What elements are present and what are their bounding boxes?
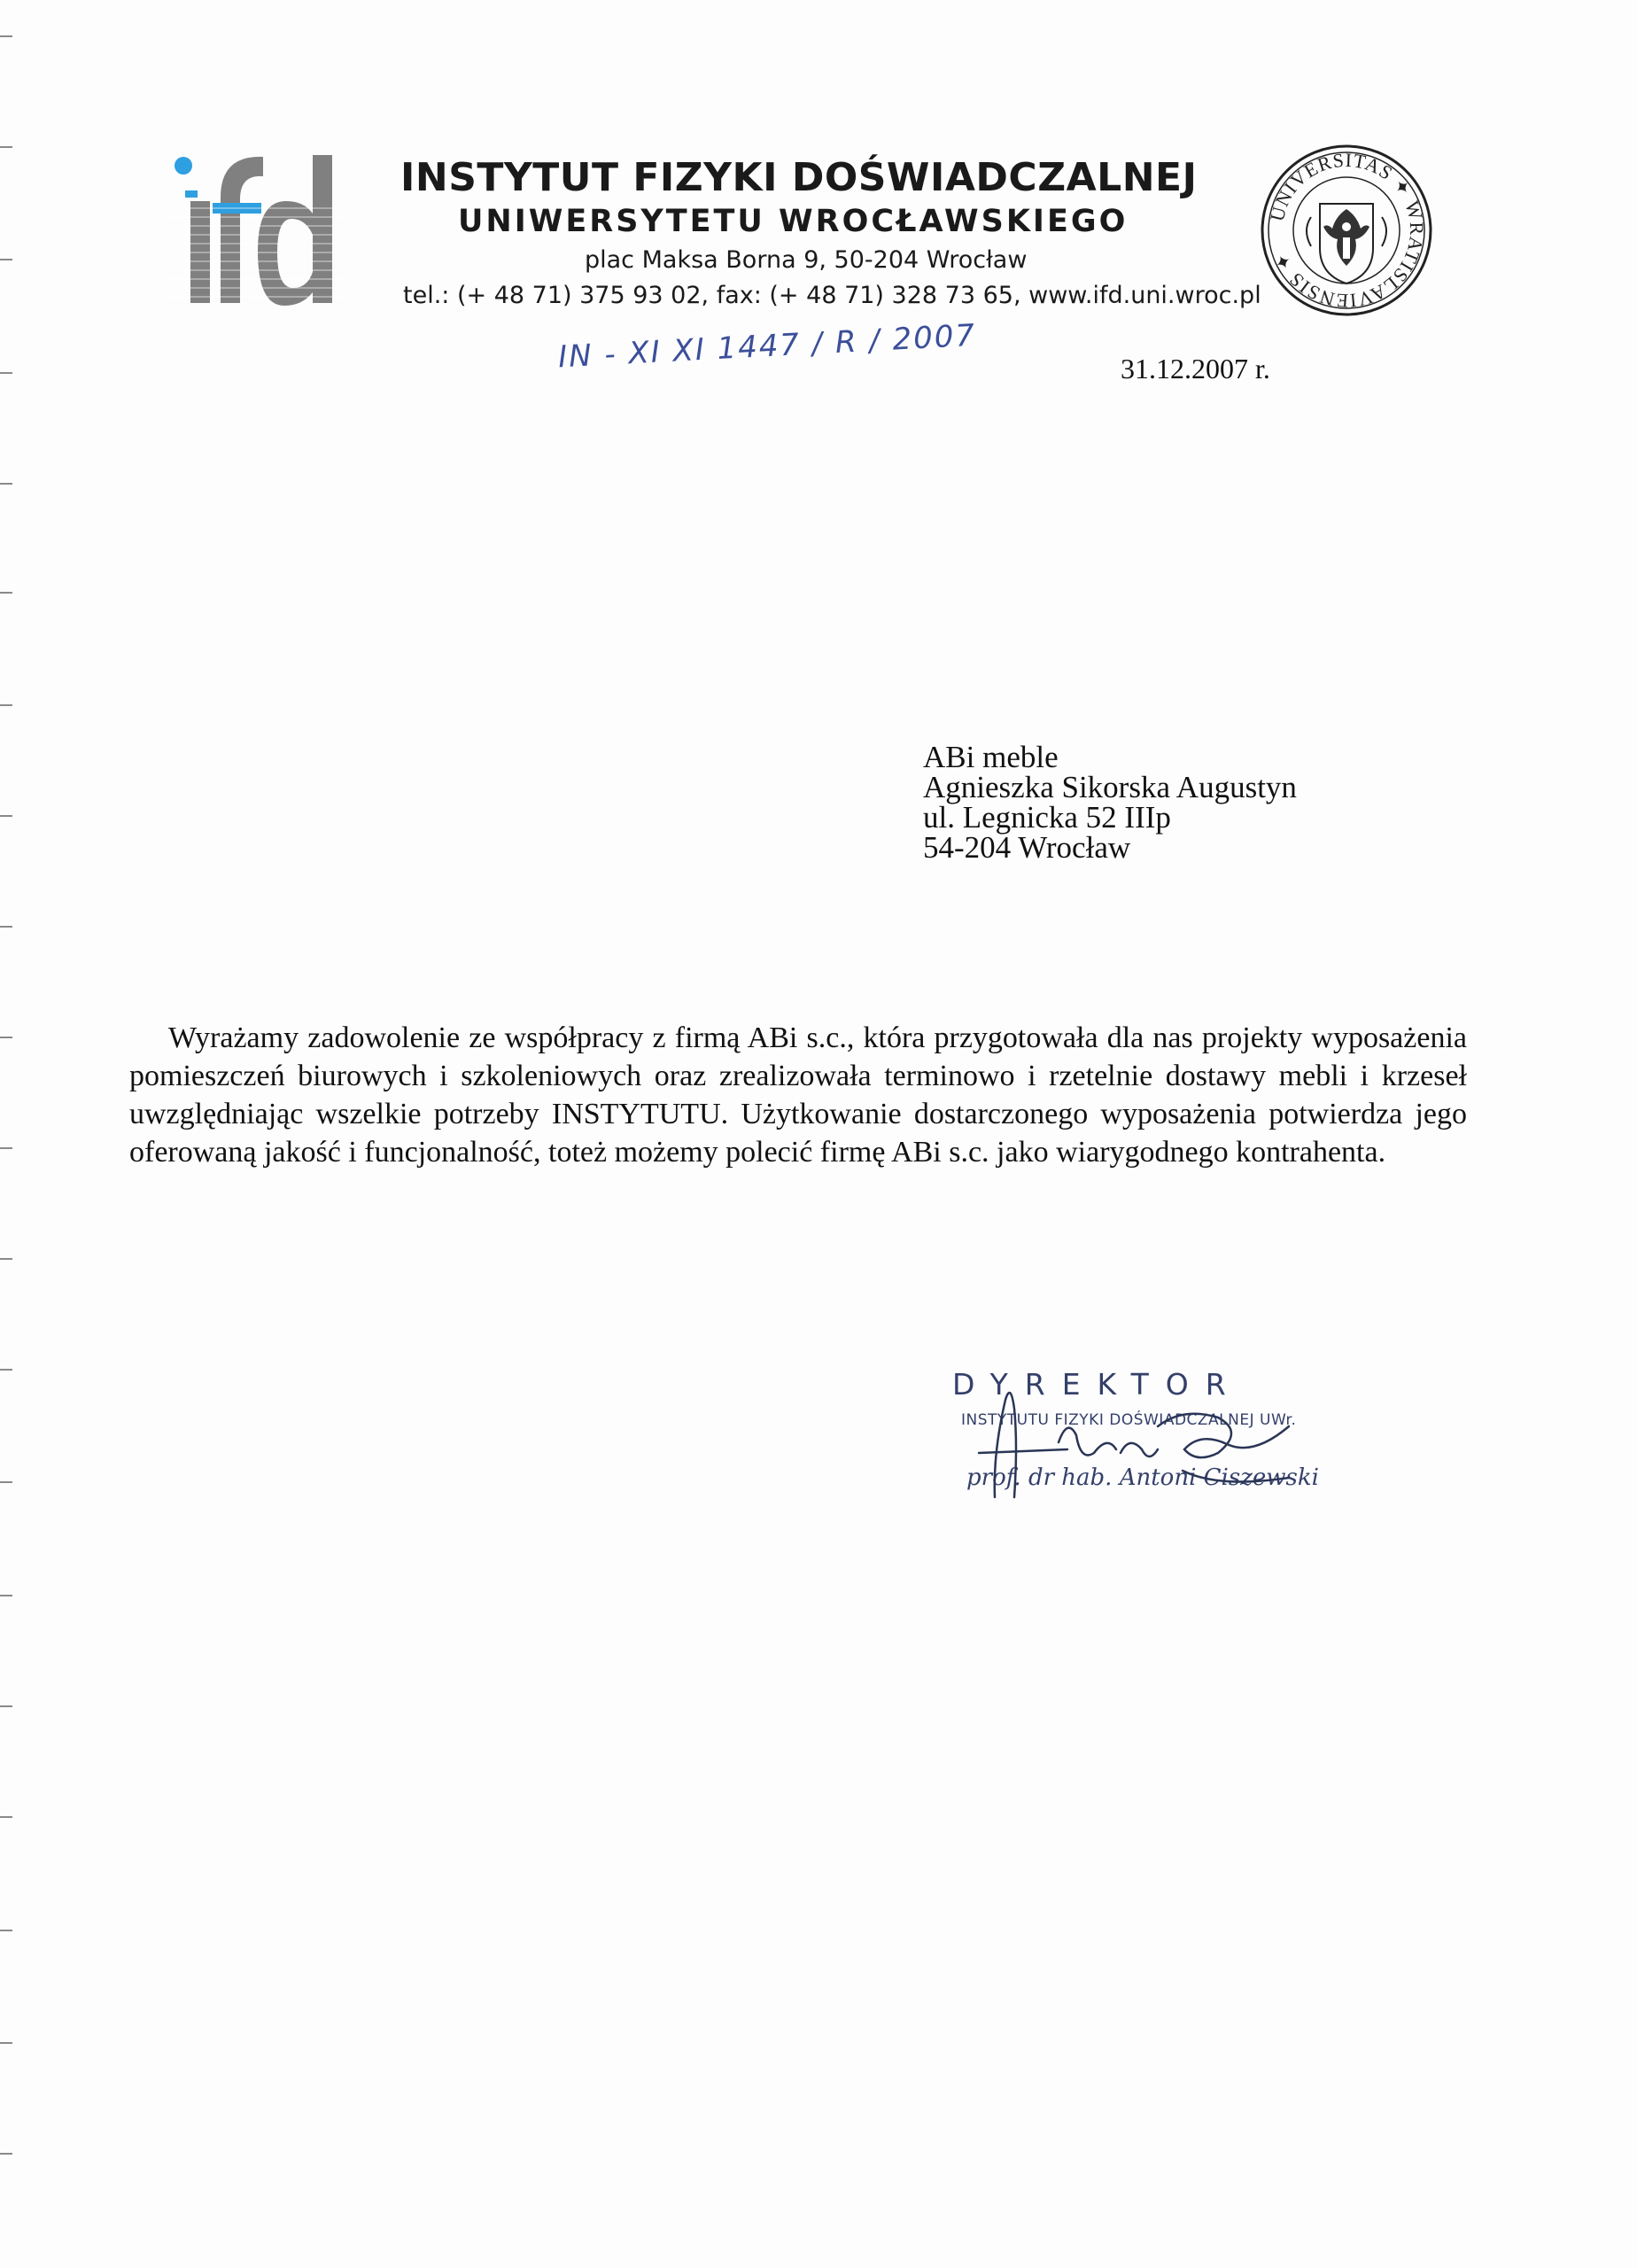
svg-text:UNIVERSITAS ✦ WRATISLAVIENSIS: UNIVERSITAS ✦ WRATISLAVIENSIS ✦ <box>1265 148 1429 313</box>
ifd-logo <box>164 146 350 315</box>
university-name: UNIWERSYTETU WROCŁAWSKIEGO <box>458 204 1129 239</box>
body-paragraph: Wyrażamy zadowolenie ze współpracy z firmą ABi s.c., która przygotowała dla nas projekty wyposażenia pomieszczeń biurowych i szkoleniowych oraz zrealizowała terminowo i rzetelnie dostawy mebli i krzeseł uwzględniając wszelkie potrzeby INSTYTUTU. Użytkowanie dostarczonego wyposażenia potwierdza jego oferowaną jakość i funcjonalność, toteż możemy polecić firmę ABi s.c. jako wiarygodnego kontrahenta. <box>129 1021 1467 1169</box>
stamp-institute: INSTYTUTU FIZYKI DOŚWIADCZALNEJ UWr. <box>961 1411 1297 1429</box>
recipient-person: Agnieszka Sikorska Augustyn <box>923 770 1297 804</box>
svg-text:IN - XI XI 1447 / R / 2007: IN - XI XI 1447 / R / 2007 <box>557 317 978 376</box>
letter-body <box>129 1019 1467 1171</box>
director-stamp <box>952 1360 1342 1515</box>
stamp-name: prof. dr hab. Antoni Ciszewski <box>966 1464 1319 1491</box>
institute-address: plac Maksa Borna 9, 50-204 Wrocław <box>585 246 1028 274</box>
institute-contact: tel.: (+ 48 71) 375 93 02, fax: (+ 48 71) 328 73 65, www.ifd.uni.wroc.pl <box>403 282 1261 309</box>
handwritten-reference <box>557 317 978 381</box>
letter-date: 31.12.2007 r. <box>1121 353 1270 384</box>
recipient-city: 54-204 Wrocław <box>923 830 1131 865</box>
recipient-company: ABi meble <box>923 740 1059 774</box>
recipient-address-block <box>923 742 1297 863</box>
stamp-title: DYREKTOR <box>952 1367 1243 1402</box>
recipient-street: ul. Legnicka 52 IIIp <box>923 800 1171 835</box>
institute-name: INSTYTUT FIZYKI DOŚWIADCZALNEJ <box>400 155 1198 200</box>
university-seal-icon <box>1258 142 1435 319</box>
